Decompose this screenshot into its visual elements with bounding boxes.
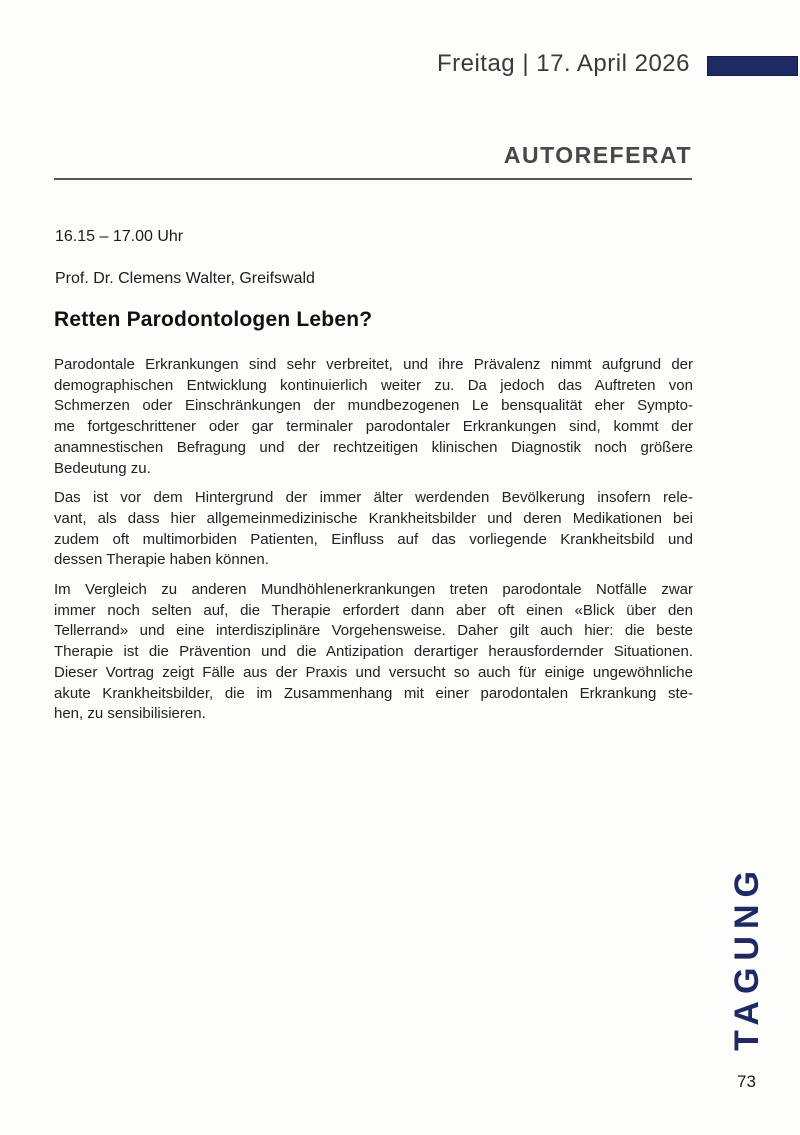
header-date: Freitag | 17. April 2026 <box>436 50 690 77</box>
abstract-line: dessen Therapie haben können. <box>54 551 269 569</box>
side-tab-label: TAGUNG <box>728 864 766 1051</box>
section-divider-rule <box>54 178 692 180</box>
abstract-paragraph <box>54 355 693 479</box>
session-speaker: Prof. Dr. Clemens Walter, Greifswald <box>55 270 315 287</box>
header-accent-bar <box>707 56 798 76</box>
abstract-line: Dieser Vortrag zeigt Fälle aus der Praxis und versucht so auch für einige ungewöhnliche <box>54 663 693 681</box>
abstract-line: Im Vergleich zu anderen Mundhöhlenerkrankungen treten parodontale Notfälle zwar <box>54 581 693 599</box>
page-number: 73 <box>737 1072 756 1091</box>
abstract-line: Das ist vor dem Hintergrund der immer älter werdenden Bevölkerung insofern rele- <box>54 489 693 507</box>
side-tab <box>728 860 766 1055</box>
abstract-paragraph <box>54 488 693 571</box>
abstract-line: hen, zu sensibilisieren. <box>54 705 206 723</box>
abstract-line: anamnestischen Befragung und der rechtzeitigen klinischen Diagnostik noch größere <box>54 438 693 456</box>
abstract-line: Schmerzen oder Einschränkungen der mundbezogenen Le bensqualität eher Sympto- <box>54 397 693 415</box>
abstract-line: immer noch selten auf, die Therapie erfordert dann aber oft einen «Blick über den <box>54 601 693 619</box>
session-title: Retten Parodontologen Leben? <box>54 308 373 331</box>
abstract-body <box>54 355 693 734</box>
abstract-line: vant, als dass hier allgemeinmedizinische Krankheitsbilder und deren Medikationen bei <box>54 509 693 527</box>
abstract-line: demographischen Entwicklung kontinuierlich weiter zu. Da jedoch das Auftreten von <box>54 376 693 394</box>
session-time: 16.15 – 17.00 Uhr <box>55 228 184 245</box>
abstract-line: akute Krankheitsbilder, die im Zusammenhang mit einer parodontalen Erkrankung ste- <box>54 684 693 702</box>
abstract-line: Parodontale Erkrankungen sind sehr verbreitet, und ihre Prävalenz nimmt aufgrund der <box>54 356 693 373</box>
abstract-line: Therapie ist die Prävention und die Antizipation derartiger herausfordernder Situationen. <box>54 643 693 661</box>
section-heading: AUTOREFERAT <box>503 142 692 168</box>
abstract-line: zudem oft multimorbiden Patienten, Einfluss auf das vorliegende Krankheitsbild und <box>54 530 693 548</box>
abstract-paragraph <box>54 580 693 725</box>
abstract-line: Bedeutung zu. <box>54 459 151 477</box>
abstract-line: Tellerrand» und eine interdisziplinäre Vorgehensweise. Daher gilt auch hier: die beste <box>54 622 693 640</box>
abstract-line: me fortgeschrittener oder gar terminaler parodontaler Erkrankungen sind, kommt der <box>54 418 693 436</box>
